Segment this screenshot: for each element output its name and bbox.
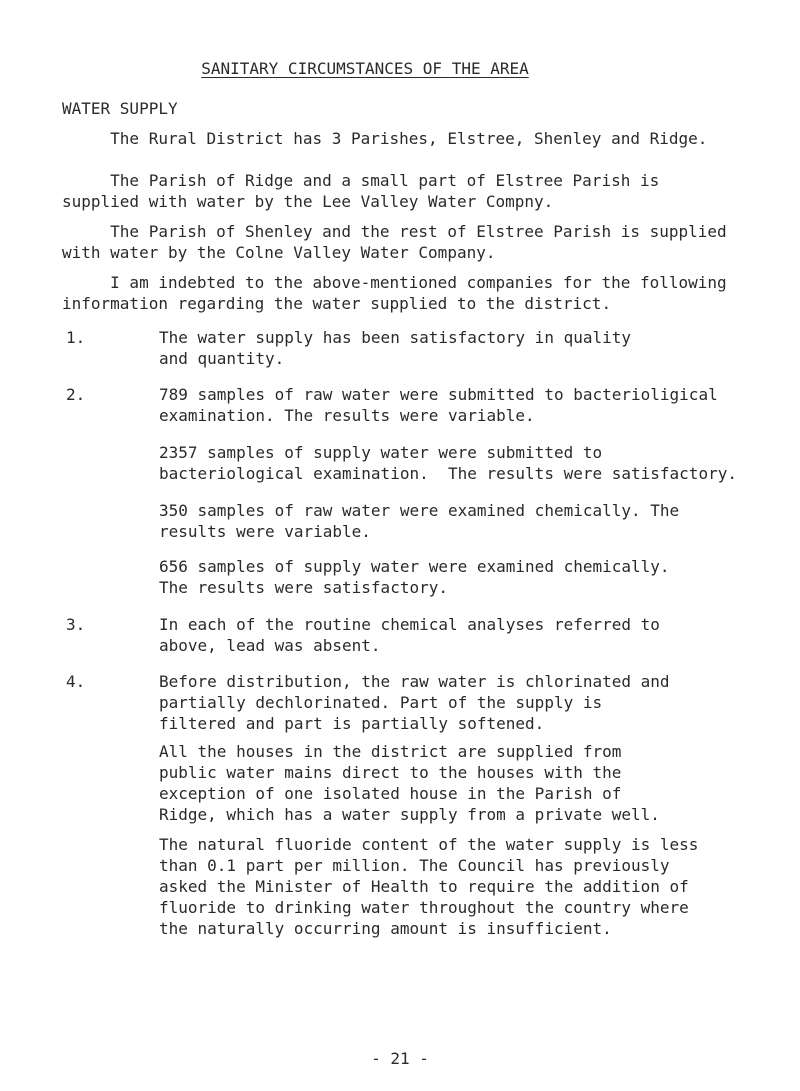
item-paragraph: 789 samples of raw water were submitted to bacterioligical examination. The results were variable. (159, 385, 718, 425)
item-paragraph: The water supply has been satisfactory in quality and quantity. (159, 328, 632, 368)
item-number: 3. (66, 615, 86, 634)
intro-paragraph-shenley-supply: The Parish of Shenley and the rest of Elstree Parish is supplied with water by the Colne Valley Water Company. (62, 222, 727, 262)
intro-paragraph-parishes: The Rural District has 3 Parishes, Elstree, Shenley and Ridge. (62, 129, 708, 148)
item-paragraph: 656 samples of supply water were examined chemically. The results were satisfactory. (159, 557, 670, 597)
item-number: 4. (66, 672, 86, 691)
item-paragraph: The natural fluoride content of the water supply is less than 0.1 part per million. The Council has previously asked the Minister of Health to require the addition of fluoride to drinking water throughout the country where the naturally occurring amount is insufficient. (159, 835, 699, 938)
intro-paragraph-acknowledgement: I am indebted to the above-mentioned companies for the following information regarding the water supplied to the district. (62, 273, 727, 313)
item-number: 1. (66, 328, 86, 347)
item-paragraph: Before distribution, the raw water is chlorinated and partially dechlorinated. Part of the supply is filtered and part is partially softened. (159, 672, 670, 733)
item-paragraph: 350 samples of raw water were examined chemically. The results were variable. (159, 501, 680, 541)
section-heading: WATER SUPPLY (62, 99, 178, 118)
page-number: - 21 - (371, 1049, 429, 1068)
item-number: 2. (66, 385, 86, 404)
intro-paragraph-ridge-supply: The Parish of Ridge and a small part of Elstree Parish is supplied with water by the Lee Valley Water Compny. (62, 171, 660, 211)
item-paragraph: 2357 samples of supply water were submitted to bacteriological examination. The results were satisfactory. (159, 443, 737, 483)
item-paragraph: In each of the routine chemical analyses referred to above, lead was absent. (159, 615, 660, 655)
item-paragraph: All the houses in the district are supplied from public water mains direct to the houses with the exception of one isolated house in the Parish of Ridge, which has a water supply from a private well. (159, 742, 660, 824)
page-title: SANITARY CIRCUMSTANCES OF THE AREA (201, 59, 529, 78)
